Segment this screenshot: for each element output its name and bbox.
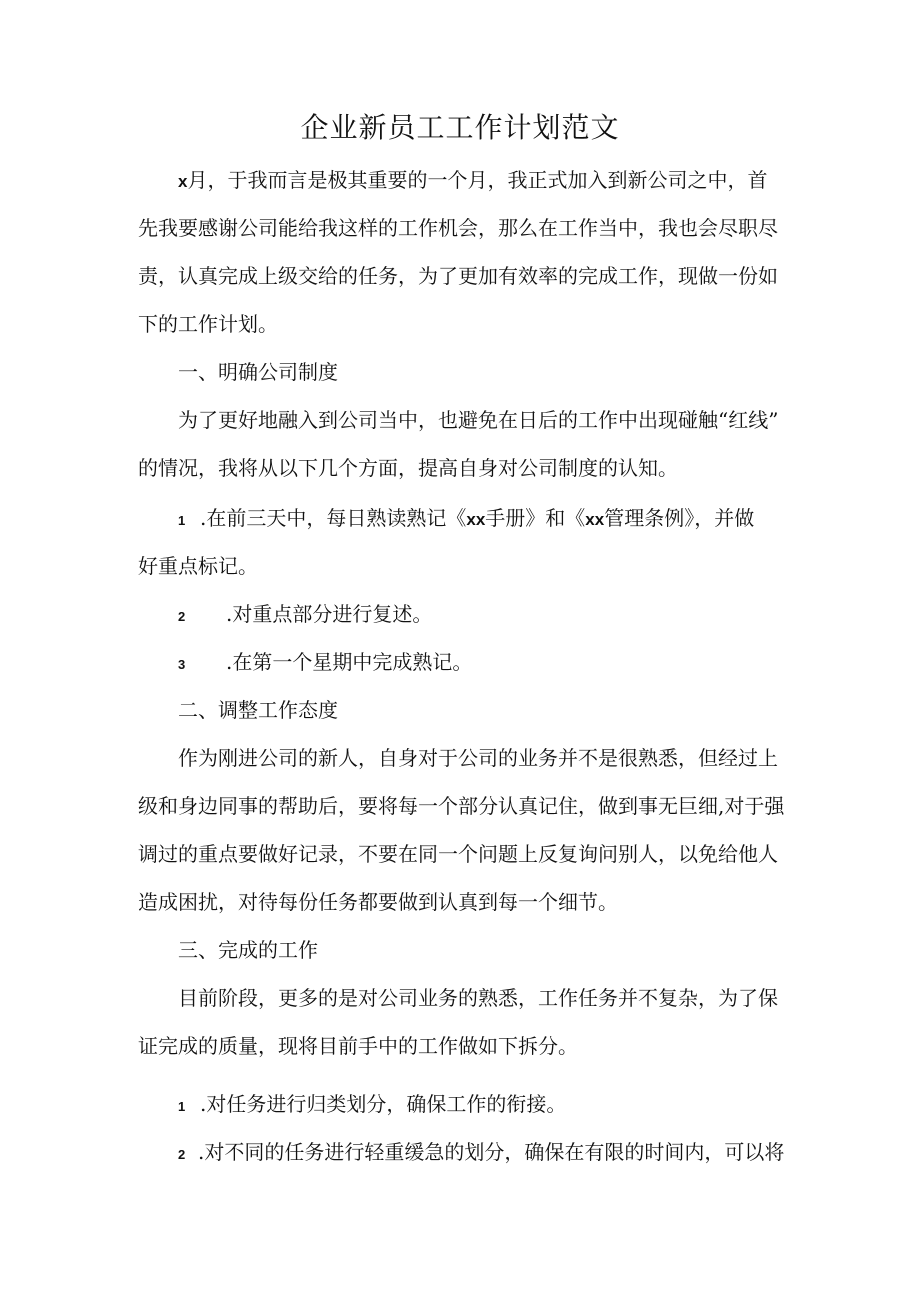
document-title: 企业新员工工作计划范文 [300,111,620,144]
section2-line-1: 作为刚进公司的新人，自身对于公司的业务并不是很熟悉，但经过上 [178,746,778,770]
section3-item-1-text: .对任务进行归类划分，确保工作的衔接。 [200,1092,567,1116]
section1-para-line-1: 为了更好地融入到公司当中，也避免在日后的工作中出现碰触“红线” [178,408,779,432]
intro-line-3: 责，认真完成上级交给的任务，为了更加有效率的完成工作，现做一份如 [138,264,778,288]
section1-item-1-number: 1 [178,513,186,528]
section1-item-2-number: 2 [178,609,186,624]
intro-line-4: 下的工作计划。 [138,312,278,336]
intro-line-1 [178,165,767,197]
section3-item-2-text: .对不同的任务进行轻重缓急的划分，确保在有限的时间内，可以将 [198,1140,785,1164]
section1-item-1-text-b: 手册》和《 [485,506,586,530]
section1-heading: 一、明确公司制度 [178,360,338,384]
section3-line-1: 目前阶段，更多的是对公司业务的熟悉，工作任务并不复杂，为了保 [178,986,778,1010]
section1-item-1 [178,503,754,536]
section1-para-line-2: 的情况，我将从以下几个方面，提高自身对公司制度的认知。 [138,456,678,480]
intro-line-2: 先我要感谢公司能给我这样的工作机会，那么在工作当中，我也会尽职尽 [138,216,778,240]
intro-lead: x [178,172,188,191]
section1-item-3 [178,647,472,680]
section1-item-1-xx-2: xx [585,510,605,529]
section2-line-3: 调过的重点要做好记录，不要在同一个问题上反复询问别人，以免给他人 [138,842,778,866]
section2-heading: 二、调整工作态度 [178,698,338,722]
section3-heading: 三、完成的工作 [178,938,318,962]
section1-item-1-text-c: 管理条例》，并做 [604,506,755,530]
section3-item-2 [178,1137,784,1170]
section1-item-2-text: .对重点部分进行复述。 [226,602,433,626]
section3-item-1-number: 1 [178,1099,186,1114]
section1-item-2 [178,599,432,632]
section3-item-2-number: 2 [178,1147,186,1162]
section1-item-3-number: 3 [178,657,186,672]
section1-item-1-line-2: 好重点标记。 [138,554,258,578]
intro-line-1-text: 月，于我而言是极其重要的一个月，我正式加入到新公司之中，首 [187,168,768,192]
section2-line-2: 级和身边同事的帮助后，要将每一个部分认真记住，做到事无巨细,对于强 [138,794,785,818]
section1-item-3-text: .在第一个星期中完成熟记。 [226,650,473,674]
section1-item-1-text-a: .在前三天中，每日熟读熟记《 [200,506,467,530]
section3-item-1 [178,1089,566,1122]
section1-item-1-xx-1: xx [466,510,486,529]
section3-line-2: 证完成的质量，现将目前手中的工作做如下拆分。 [138,1034,578,1058]
section2-line-4: 造成困扰，对待每份任务都要做到认真到每一个细节。 [138,890,618,914]
